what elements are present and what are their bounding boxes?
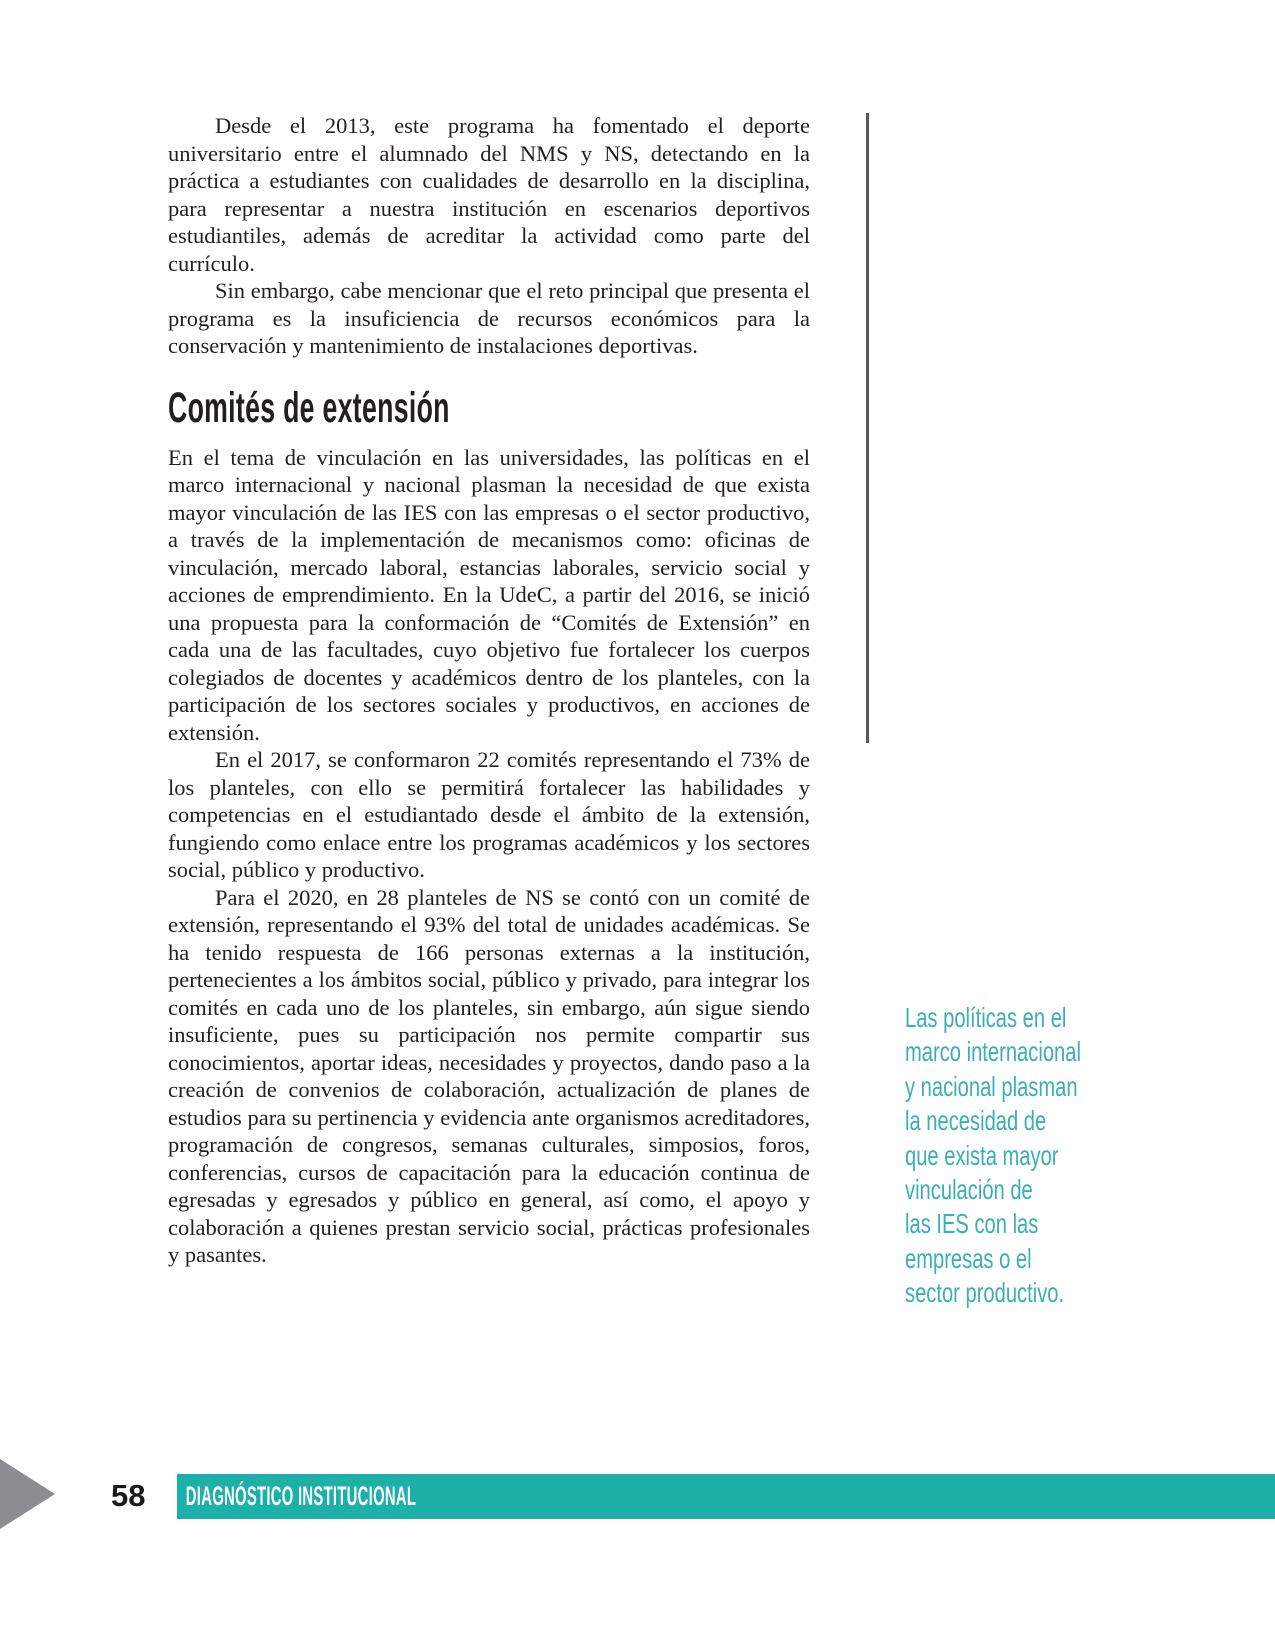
pull-quote-line: sector productivo.: [905, 1277, 1065, 1309]
paragraph-vinculacion: En el tema de vinculación en las universidades, las políticas en el marco internacional y nacional plasman la necesidad de que exista mayor vinculación de las IES con las empresas o el sector productivo, a través de la implementación de mecanismos como: oficinas de vinculación, mercado laboral, estancias laborales, servicio social y acciones de emprendimiento. En la UdeC, a partir del 2016, se inició una propuesta para la conformación de “Comités de Extensión” en cada una de las facultades, cuyo objetivo fue fortalecer los cuerpos colegiados de docentes y académicos dentro de los planteles, con la participación de los sectores sociales y productivos, en acciones de extensión.: [168, 444, 810, 745]
paragraph-deporte-2: Sin embargo, cabe mencionar que el reto principal que presenta el programa es la insuficiencia de recursos económicos para la conservación y mantenimiento de instalaciones deportivas.: [168, 278, 810, 358]
paragraph-2020-comites: Para el 2020, en 28 planteles de NS se contó con un comité de extensión, representando el 93% del total de unidades académicas. Se ha tenido respuesta de 166 personas externas a la institución, pertenecientes a los ámbitos social, público y privado, para integrar los comités en cada uno de los planteles, sin embargo, aún sigue siendo insuficiente, pues su participación nos permite compartir sus conocimientos, aportar ideas, necesidades y proyectos, dando paso a la creación de convenios de colaboración, actualización de planes de estudios para su pertinencia y evidencia ante organismos acreditadores, programación de congresos, semanas culturales, simposios, foros, conferencias, cursos de capacitación para la educación continua de egresadas y egresados y público en general, así como, el apoyo y colaboración a quienes prestan servicio social, prácticas profesionales y pasantes.: [168, 884, 810, 1267]
footer-section-label: DIAGNÓSTICO INSTITUCIONAL: [185, 1481, 417, 1511]
paragraph-deporte-1: Desde el 2013, este programa ha fomentado el deporte universitario entre el alumnado del NMS y NS, detectando en la práctica a estudiantes con cualidades de desarrollo en la disciplina, para representar a nuestra institución en escenarios deportivos estudiantiles, además de acreditar la actividad como parte del currículo.: [168, 113, 810, 276]
pull-quote-line: marco internacional: [905, 1036, 1081, 1068]
page-number: 58: [111, 1478, 146, 1513]
pull-quote-line: las IES con las: [905, 1208, 1039, 1240]
pull-quote-line: y nacional plasman: [905, 1070, 1078, 1102]
arrow-right-icon: [0, 1459, 55, 1529]
pull-quote-line: empresas o el: [905, 1242, 1032, 1274]
section-heading: Comités de extensión: [168, 383, 450, 432]
paragraph-2017-comites: En el 2017, se conformaron 22 comités representando el 73% de los planteles, con ello se permitirá fortalecer las habilidades y competencias en el estudiantado desde el ámbito de la extensión, fungiendo como enlace entre los programas académicos y los sectores social, público y productivo.: [168, 747, 810, 882]
pull-quote-line: que exista mayor: [905, 1139, 1059, 1171]
footer-bar: [177, 1474, 1275, 1519]
pull-quote-line: Las políticas en el: [905, 1002, 1067, 1033]
pull-quote-line: la necesidad de: [905, 1105, 1047, 1137]
pull-quote-line: vinculación de: [905, 1174, 1033, 1206]
vertical-rule: [866, 113, 869, 743]
pull-quote: [905, 1001, 1235, 1311]
main-text-column: [168, 112, 810, 1269]
